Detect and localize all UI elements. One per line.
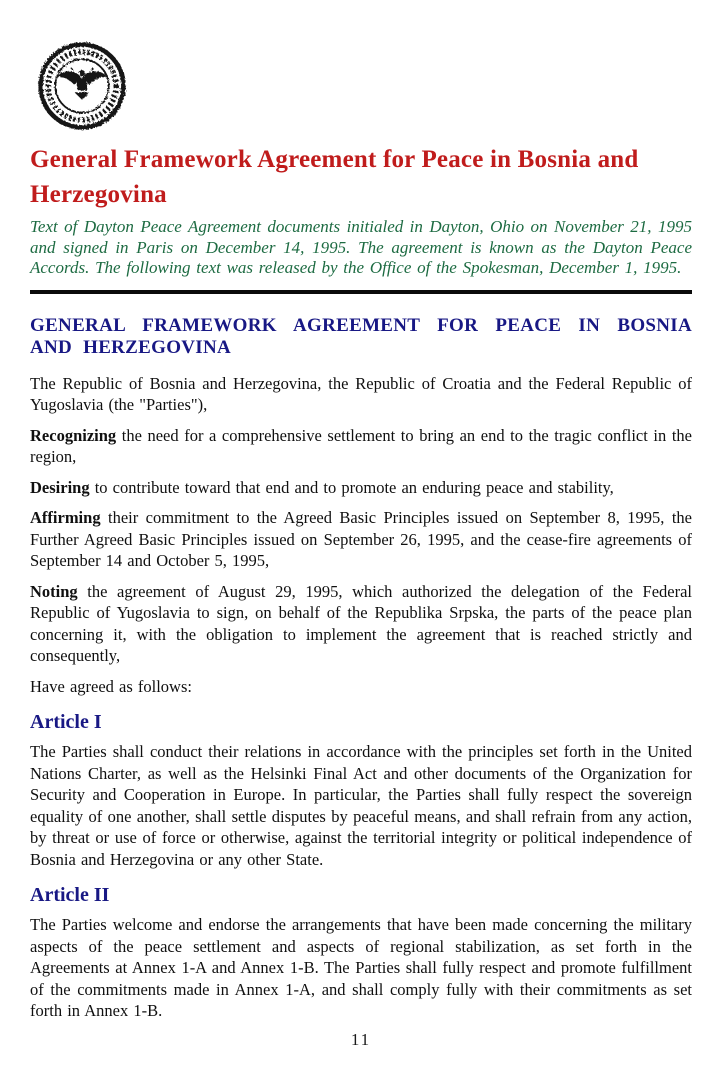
paragraph: Affirming their commitment to the Agreed Basic Principles issued on September 8, 1995, the Further Agreed Basic Principles issued on September 26, 1995, and the cease-fire agreements of September 14 and October 5, 1995, (30, 508, 692, 570)
article-heading: Article I (30, 711, 102, 733)
paragraph-lead-word: Desiring (30, 477, 90, 497)
seal-eagle-icon (57, 68, 107, 100)
document-title: General Framework Agreement for Peace in Bosnia and Herzegovina (30, 146, 639, 208)
paragraph: Noting the agreement of August 29, 1995, which authorized the delegation of the Federal Republic of Yugoslavia to sign, on behalf of the Republika Srpska, the parts of the peace plan concerning it, with the obligation to implement the agreement that is reached strictly and consequently, (30, 581, 692, 665)
page-number: 11 (350, 1030, 372, 1049)
paragraph-lead-word: Recognizing (30, 425, 117, 445)
paragraph-lead-word: Affirming (30, 508, 101, 527)
seal-svg (36, 40, 128, 132)
article-paragraph: The Parties welcome and endorse the arrangements that have been made concerning the military aspects of the peace settlement and aspects of regional stabilization, as set forth in the Agreements at Annex 1-A and Annex 1-B. The Parties shall fully respect and promote fulfillment of the commitments made in Annex 1-A, and shall comply fully with their commitments as set forth in Annex 1-B. (30, 915, 692, 1020)
agreement-heading: GENERAL FRAMEWORK AGREEMENT FOR PEACE IN BOSNIA AND HERZEGOVINA (30, 314, 692, 358)
divider-rule (30, 290, 692, 294)
article-heading: Article II (30, 884, 110, 906)
preamble-paragraphs (30, 373, 692, 698)
articles-section (30, 710, 692, 1022)
paragraph: Desiring to contribute toward that end and to promote an enduring peace and stability, (30, 477, 614, 497)
article-paragraph: The Parties shall conduct their relations in accordance with the principles set forth in the United Nations Charter, as well as the Helsinki Final Act and other documents of the Organization for Security and Cooperation in Europe. In particular, the Parties shall fully respect the sovereign equality of one another, shall settle disputes by peaceful means, and shall refrain from any action, by threat or use of force or otherwise, against the territorial integrity or political independence of Bosnia and Herzegovina or any other State. (30, 742, 692, 869)
document-content (0, 40, 722, 1022)
paragraph: Recognizing the need for a comprehensive settlement to bring an end to the tragic conflict in the region, (30, 425, 692, 466)
intro-summary-text: Text of Dayton Peace Agreement documents initialed in Dayton, Ohio on November 21, 1995 and signed in Paris on December 14, 1995. The agreement is known as the Dayton Peace Accords. The following text was released by the Office of the Spokesman, December 1, 1995. (30, 217, 692, 277)
paragraph: Have agreed as follows: (30, 676, 192, 696)
paragraph-lead-word: Noting (30, 581, 78, 601)
state-department-seal-icon (36, 40, 128, 132)
paragraph: The Republic of Bosnia and Herzegovina, the Republic of Croatia and the Federal Republic of Yugoslavia (the "Parties"), (30, 373, 692, 414)
